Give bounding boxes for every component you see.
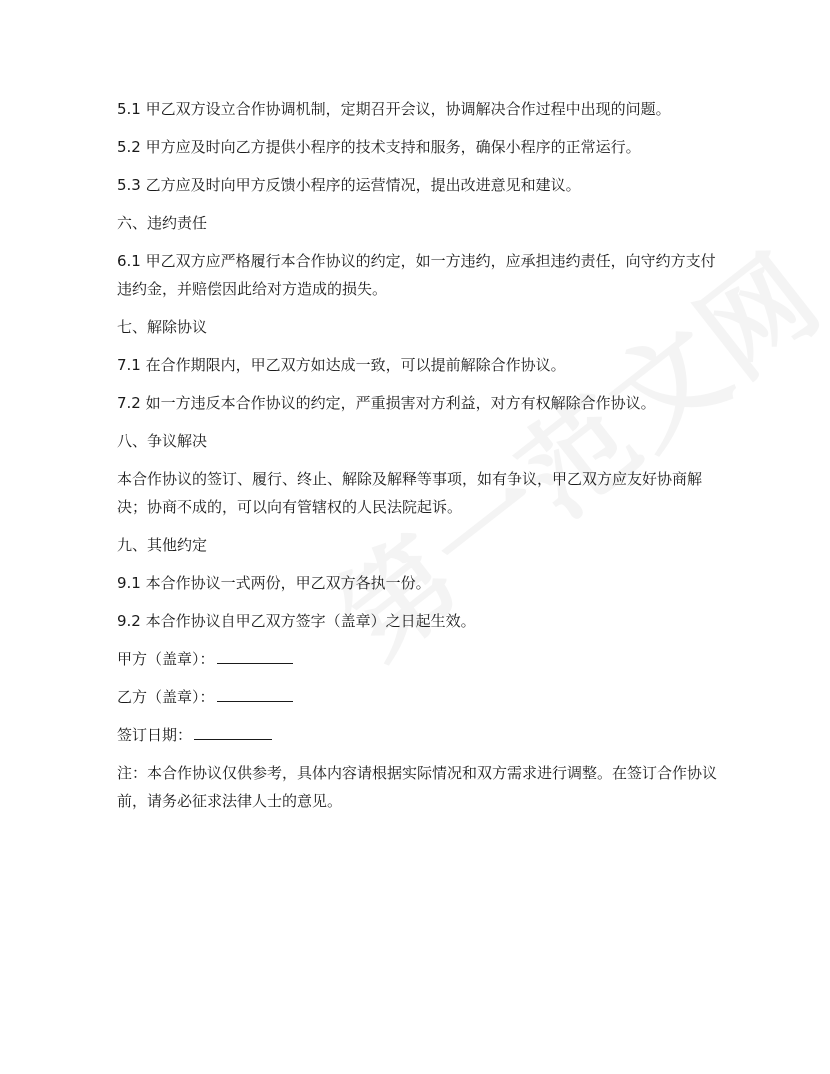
clause-5-2: 5.2 甲方应及时向乙方提供小程序的技术支持和服务，确保小程序的正常运行。 bbox=[117, 138, 641, 156]
party-a-label: 甲方（盖章）： bbox=[117, 650, 215, 668]
clause-5-1: 5.1 甲乙双方设立合作协调机制，定期召开会议，协调解决合作过程中出现的问题。 bbox=[117, 100, 671, 118]
clause-9-1: 9.1 本合作协议一式两份，甲乙双方各执一份。 bbox=[117, 574, 431, 592]
signing-date bbox=[117, 721, 717, 749]
section-heading-dispute: 八、争议解决 bbox=[117, 432, 208, 450]
party-b-signature bbox=[117, 683, 717, 711]
date-blank bbox=[194, 721, 272, 740]
clause-7-2: 7.2 如一方违反本合作协议的约定，严重损害对方利益，对方有权解除合作协议。 bbox=[117, 394, 656, 412]
clause-6-1: 6.1 甲乙双方应严格履行本合作协议的约定，如一方违约，应承担违约责任，向守约方支付违约金，并赔偿因此给对方造成的损失。 bbox=[117, 252, 716, 298]
clause-7-1: 7.1 在合作期限内，甲乙双方如达成一致，可以提前解除合作协议。 bbox=[117, 356, 566, 374]
party-b-label: 乙方（盖章）： bbox=[117, 688, 215, 706]
section-heading-termination: 七、解除协议 bbox=[117, 318, 208, 336]
document-body bbox=[117, 95, 717, 825]
date-label: 签订日期： bbox=[117, 726, 193, 744]
section-heading-other: 九、其他约定 bbox=[117, 536, 208, 554]
clause-5-3: 5.3 乙方应及时向甲方反馈小程序的运营情况，提出改进意见和建议。 bbox=[117, 176, 581, 194]
disclaimer-note: 注：本合作协议仅供参考，具体内容请根据实际情况和双方需求进行调整。在签订合作协议前，请务必征求法律人士的意见。 bbox=[117, 764, 718, 810]
section-heading-breach: 六、违约责任 bbox=[117, 214, 208, 232]
party-b-blank bbox=[217, 683, 293, 702]
dispute-clause: 本合作协议的签订、履行、终止、解除及解释等事项，如有争议，甲乙双方应友好协商解决；协商不成的，可以向有管辖权的人民法院起诉。 bbox=[117, 470, 703, 516]
clause-9-2: 9.2 本合作协议自甲乙双方签字（盖章）之日起生效。 bbox=[117, 612, 476, 630]
party-a-blank bbox=[217, 645, 293, 664]
party-a-signature bbox=[117, 645, 717, 673]
